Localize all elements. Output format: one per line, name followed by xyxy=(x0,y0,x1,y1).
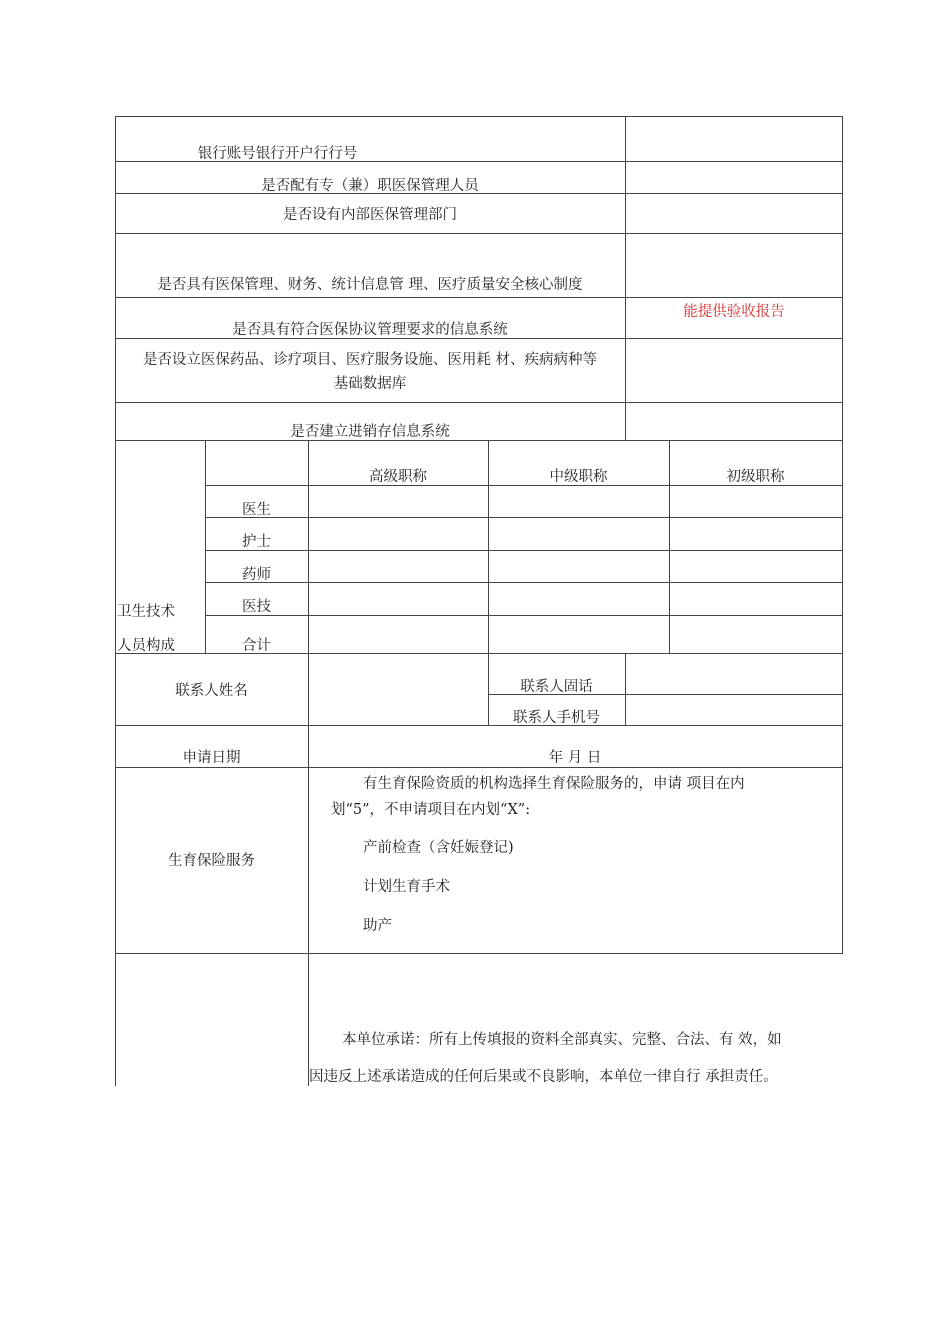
commitment-line2: 因违反上述承诺造成的任何后果或不良影响，本单位一律自行 承担责任。 xyxy=(309,1069,778,1085)
info-system-value: 能提供验收报告 xyxy=(683,304,785,320)
insurance-staff-label: 是否配有专（兼）职医保管理人员 xyxy=(261,178,479,194)
row-label-technician: 医技 xyxy=(242,599,271,615)
contact-mobile-label: 联系人手机号 xyxy=(513,710,600,726)
contact-name-label: 联系人姓名 xyxy=(175,683,248,699)
row-label-doctor: 医生 xyxy=(242,502,271,518)
staff-group-label-line1: 卫生技术 xyxy=(117,604,175,620)
maternity-intro-line2: 划“5”，不申请项目在内划“X”: xyxy=(331,802,531,818)
database-label-line2: 基础数据库 xyxy=(333,376,407,392)
maternity-item-family-planning[interactable]: 计划生育手术 xyxy=(363,879,450,895)
inventory-system-label: 是否建立进销存信息系统 xyxy=(290,424,450,440)
info-system-label: 是否具有符合医保协议管理要求的信息系统 xyxy=(232,322,508,338)
maternity-intro-line1: 有生育保险资质的机构选择生育保险服务的，申请 项目在内 xyxy=(363,776,745,792)
row-label-pharmacist: 药师 xyxy=(242,567,271,583)
bank-account-label: 银行账号银行开户行行号 xyxy=(197,146,358,162)
maternity-service-label: 生育保险服务 xyxy=(168,853,255,869)
core-system-label: 是否具有医保管理、财务、统计信息管 理、医疗质量安全核心制度 xyxy=(157,277,583,293)
row-label-nurse: 护士 xyxy=(242,534,271,550)
commitment-line1: 本单位承诺：所有上传填报的资料全部真实、完整、合法、有 效，如 xyxy=(342,1032,782,1048)
application-date-label: 申请日期 xyxy=(182,750,241,766)
maternity-item-prenatal[interactable]: 产前检查（含妊娠登记) xyxy=(363,840,514,856)
contact-phone-label: 联系人固话 xyxy=(520,679,593,695)
staff-group-label-line2: 人员构成 xyxy=(117,638,175,654)
column-header-intermediate: 中级职称 xyxy=(549,469,608,485)
database-label-line1: 是否设立医保药品、诊疗项目、医疗服务设施、医用耗 材、疾病病种等 xyxy=(142,352,598,368)
application-date-value[interactable]: 年 月 日 xyxy=(548,750,602,766)
column-header-junior: 初级职称 xyxy=(726,469,785,485)
row-label-total: 合计 xyxy=(242,638,271,654)
insurance-dept-label: 是否设有内部医保管理部门 xyxy=(283,207,457,223)
maternity-item-delivery[interactable]: 助产 xyxy=(363,918,392,934)
column-header-senior: 高级职称 xyxy=(369,469,427,485)
